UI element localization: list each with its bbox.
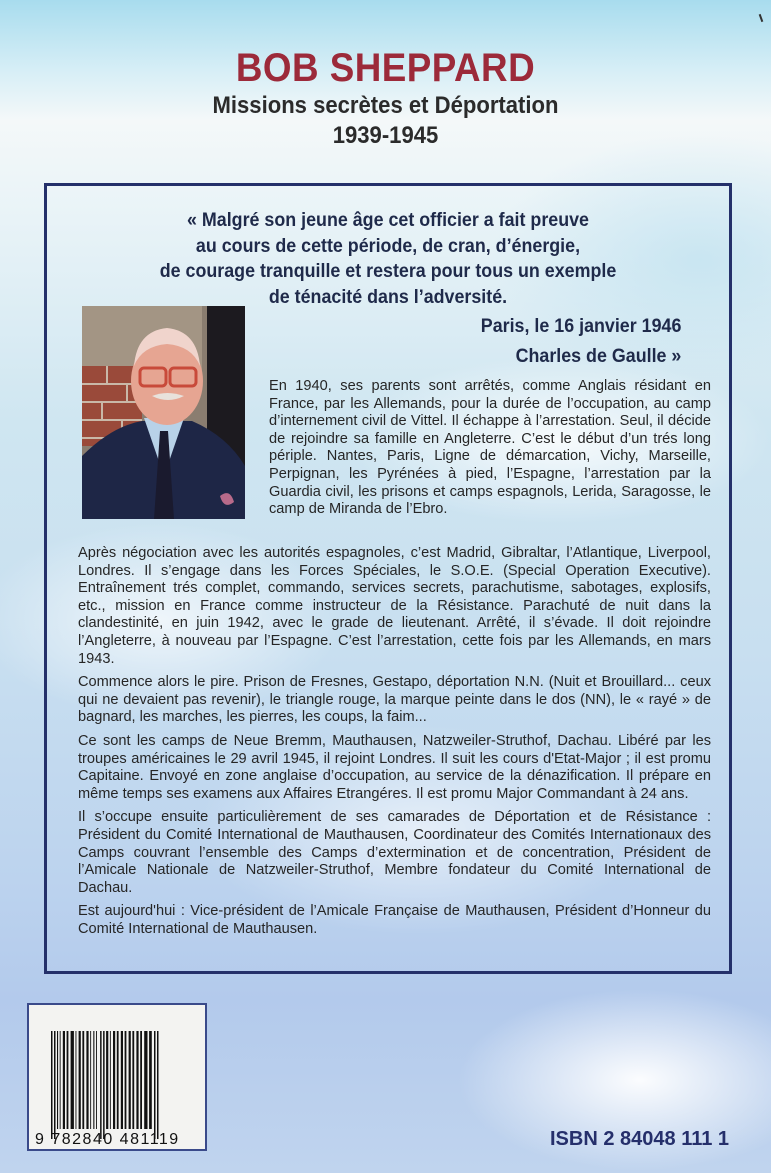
barcode-bar [110,1031,111,1129]
barcode-bar [154,1031,156,1139]
barcode-bar [51,1031,53,1139]
quote-line: au cours de cette période, de cran, d’énergie, [195,235,581,257]
barcode-bar [96,1031,97,1129]
quote-signature: Charles de Gaulle » [515,346,681,367]
biography-body [78,545,711,944]
biography-paragraph: Après négociation avec les autorités espagnoles, c’est Madrid, Gibraltar, l’Atlantique, Liverpool, Londres. Il s’engage dans les Forces Spéciales, le S.O.E. (Special Operation Executive). Entraînement trés complet, commando, services secrets, parachutisme, sabotages, explosifs, etc., mission en France comme instructeur de la Résistance. Parachuté de nuit dans la clandestinité, en juin 1942, avec le grade de lieutenant. Arrêté, il s’évade. Il doit rejoindre l’Angleterre, à nouveau par l’Espagne. C’est l’arrestation, cette fois par les Allemands, en mars 1943. [78,545,711,667]
barcode-bar [144,1031,147,1129]
quote-line: « Malgré son jeune âge cet officier a fait preuve [187,210,589,231]
barcode-bar [76,1031,77,1129]
barcode-bar [117,1031,119,1129]
barcode-bar [113,1031,115,1129]
barcode-bar [136,1031,138,1129]
book-years: 1939-1945 [332,122,439,149]
barcode-bar [103,1031,105,1139]
author-name: BOB SHEPPARD [235,46,536,90]
biography-paragraph: Commence alors le pire. Prison de Fresnes, Gestapo, déportation N.N. (Nuit et Brouillard... ceux qui ne devaient pas revenir), le triangle rouge, la marque peinte dans le dos (NN), le « rayé » de bagnard, les marches, les pierres, les coups, la faim... [78,674,711,726]
barcode-bar [129,1031,131,1129]
biography-paragraph: En 1940, ses parents sont arrêtés, comme Anglais résidant en France, par les Allemands, pour la durée de l’occupation, au camp d’internement civil de Vittel. Il échappe à l’arrestation. Seul, il décide de rejoindre sa famille en Angleterre. C’est le début d’un trés long périple. Nantes, Paris, Ligne de démarcation, Vichy, Marseille, Perpignan, les Pyrénées à pied, l’Espagne, l’arrestation par la Guardia civil, les prisons et camps espagnols, Lerida, Saragosse, le camp de Miranda de l’Ebro. [269,378,711,518]
barcode-bar [140,1031,142,1129]
biography-paragraph: Ce sont les camps de Neue Bremm, Mauthausen, Natzweiler-Struthof, Dachau. Libéré par les troupes américaines le 29 avril 1945, il rejoint Londres. Il suit les cours d'Etat-Major ; il est promu Capitaine. Envoyé en zone anglaise d’occupation, au service de la dénazification. Il prépare en même temps ses examens aux Affaires Etrangéres. Il est promu Major Commandant à 24 ans. [78,732,711,802]
quote-line: de courage tranquille et restera pour tous un exemple [159,261,617,282]
quote-date: Paris, le 16 janvier 1946 [480,316,681,337]
barcode-bar [149,1031,152,1129]
scan-speck [759,14,764,22]
barcode-bar [60,1031,61,1129]
barcode-bar [106,1031,108,1129]
barcode-bar [125,1031,127,1129]
barcode-bar [157,1031,159,1139]
barcode-bar [79,1031,81,1129]
barcode-bar [67,1031,69,1129]
barcode-bar [93,1031,94,1129]
de-gaulle-quote [47,208,729,310]
barcode-bar [132,1031,134,1129]
barcode-bar [90,1031,91,1129]
barcode [27,1003,207,1151]
barcode-bar [54,1031,56,1139]
barcode-bars [29,1005,205,1149]
barcode-bar [100,1031,102,1139]
barcode-bar [121,1031,123,1129]
barcode-bar [57,1031,58,1129]
barcode-digits: 9 782840 481119 [35,1131,180,1148]
author-portrait-photo [82,306,245,519]
barcode-bar [82,1031,84,1129]
biography-intro [269,378,711,525]
barcode-bar [86,1031,88,1129]
biography-paragraph: Il s’occupe ensuite particulièrement de ses camarades de Déportation et de Résistance : Président du Comité International de Mauthausen, Coordinateur des Comités Internationaux des Camps couvrant l’ensemble des Camps d’extermination et de concentration, Président de l’Amicale Nationale de Natzweiler-Struthof, Membre fondateur du Comité International de Dachau. [78,809,711,896]
portrait-illustration [82,306,245,519]
biography-paragraph: Est aujourd'hui : Vice-président de l’Amicale Française de Mauthausen, Président d’Honneur du Comité International de Mauthausen. [78,903,711,937]
barcode-bar [63,1031,65,1129]
cover-header [0,45,771,151]
quote-line: de ténacité dans l’adversité. [268,286,508,308]
barcode-bar [71,1031,74,1129]
isbn-number: ISBN 2 84048 111 1 [550,1128,730,1150]
book-subtitle: Missions secrètes et Déportation [212,92,559,119]
content-frame [44,183,732,974]
